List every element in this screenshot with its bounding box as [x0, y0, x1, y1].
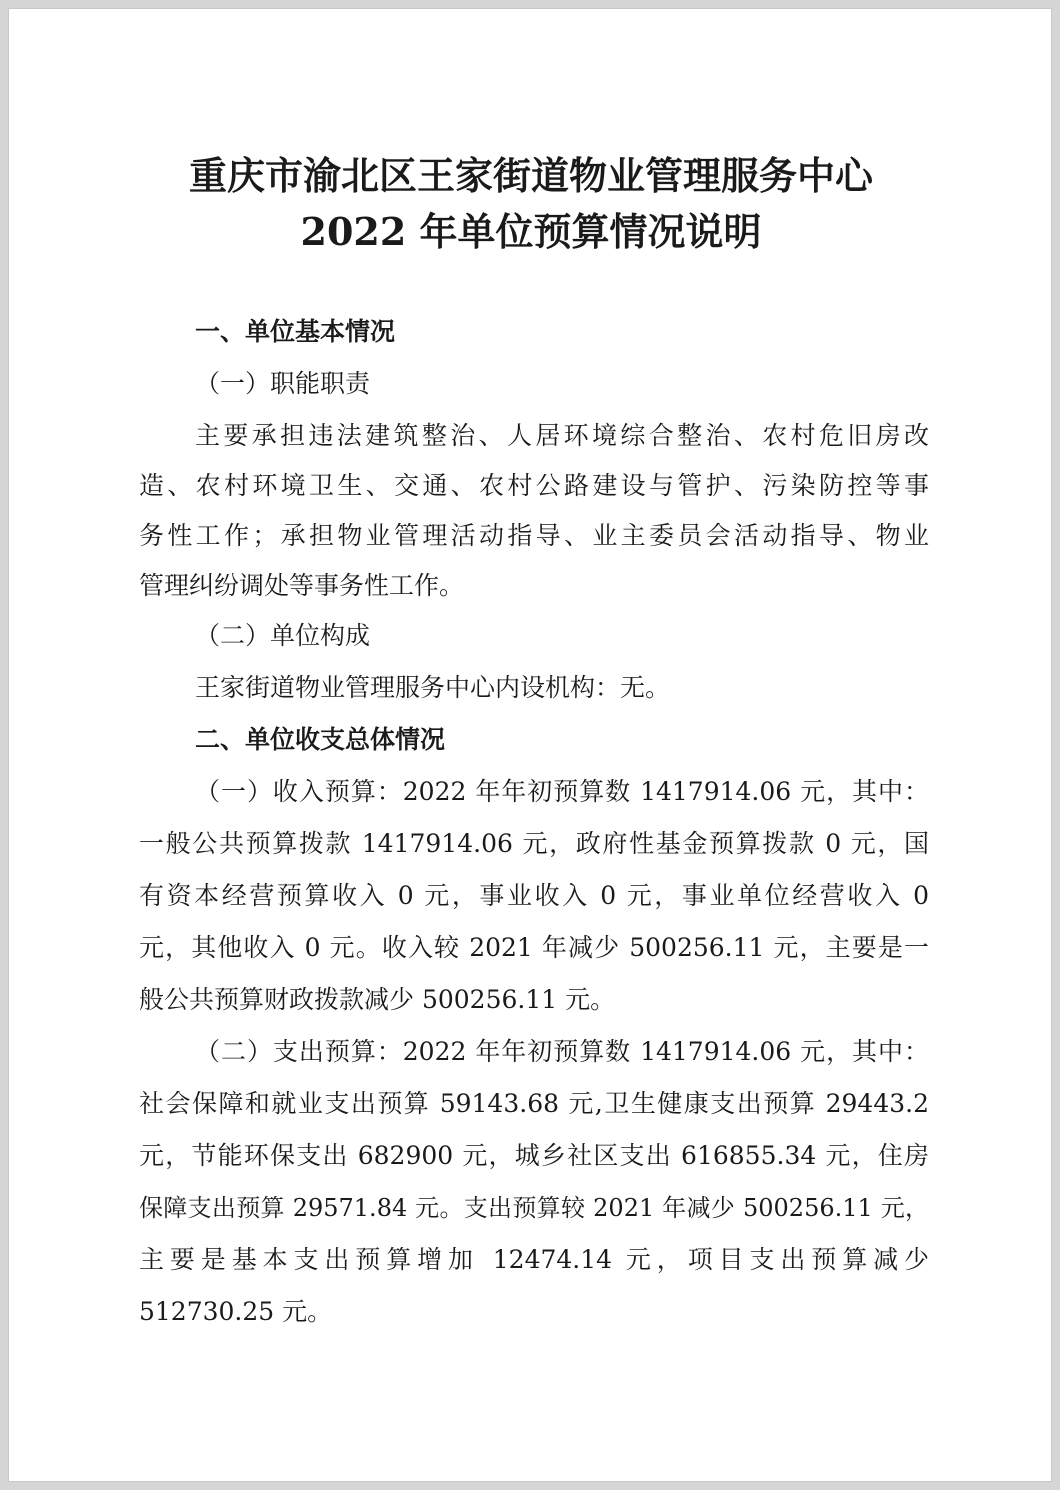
paragraph-line: 般公共预算财政拨款减少 500256.11 元。: [139, 985, 616, 1014]
paragraph-line: 元，节能环保支出 682900 元，城乡社区支出 616855.34 元，住房: [139, 1141, 929, 1170]
paragraph-line: 务性工作；承担物业管理活动指导、业主委员会活动指导、物业: [139, 521, 929, 550]
paragraph-line: 保障支出预算 29571.84 元。支出预算较 2021 年减少 500256.11 元，: [139, 1194, 929, 1222]
paragraph-line: 512730.25 元。: [139, 1297, 333, 1326]
document-page: [8, 8, 1052, 1482]
paragraph-line: 造、农村环境卫生、交通、农村公路建设与管护、污染防控等事: [139, 471, 929, 500]
paragraph-line: （一）收入预算：2022 年年初预算数 1417914.06 元，其中：: [195, 777, 929, 806]
paragraph-line: 主要是基本支出预算增加 12474.14 元，项目支出预算减少: [139, 1245, 929, 1274]
paragraph-line: 有资本经营预算收入 0 元，事业收入 0 元，事业单位经营收入 0: [139, 881, 929, 910]
subsection-heading-composition: （二）单位构成: [195, 621, 371, 650]
paragraph-line: 王家街道物业管理服务中心内设机构：无。: [195, 673, 671, 702]
document-title-line-2: 2022 年单位预算情况说明: [300, 209, 762, 254]
paragraph-line: 社会保障和就业支出预算 59143.68 元,卫生健康支出预算 29443.2: [139, 1089, 929, 1118]
document-title-line-1: 重庆市渝北区王家街道物业管理服务中心: [188, 153, 873, 198]
paragraph-line: （二）支出预算：2022 年年初预算数 1417914.06 元，其中：: [195, 1037, 929, 1066]
paragraph-line: 一般公共预算拨款 1417914.06 元，政府性基金预算拨款 0 元，国: [139, 829, 929, 858]
section-heading-basic-info: 一、单位基本情况: [195, 317, 396, 346]
paragraph-line: 主要承担违法建筑整治、人居环境综合整治、农村危旧房改: [195, 421, 929, 450]
paragraph-line: 元，其他收入 0 元。收入较 2021 年减少 500256.11 元，主要是一: [139, 933, 929, 962]
paragraph-line: 管理纠纷调处等事务性工作。: [139, 571, 465, 600]
section-heading-overall: 二、单位收支总体情况: [195, 725, 446, 754]
subsection-heading-duties: （一）职能职责: [195, 369, 371, 398]
